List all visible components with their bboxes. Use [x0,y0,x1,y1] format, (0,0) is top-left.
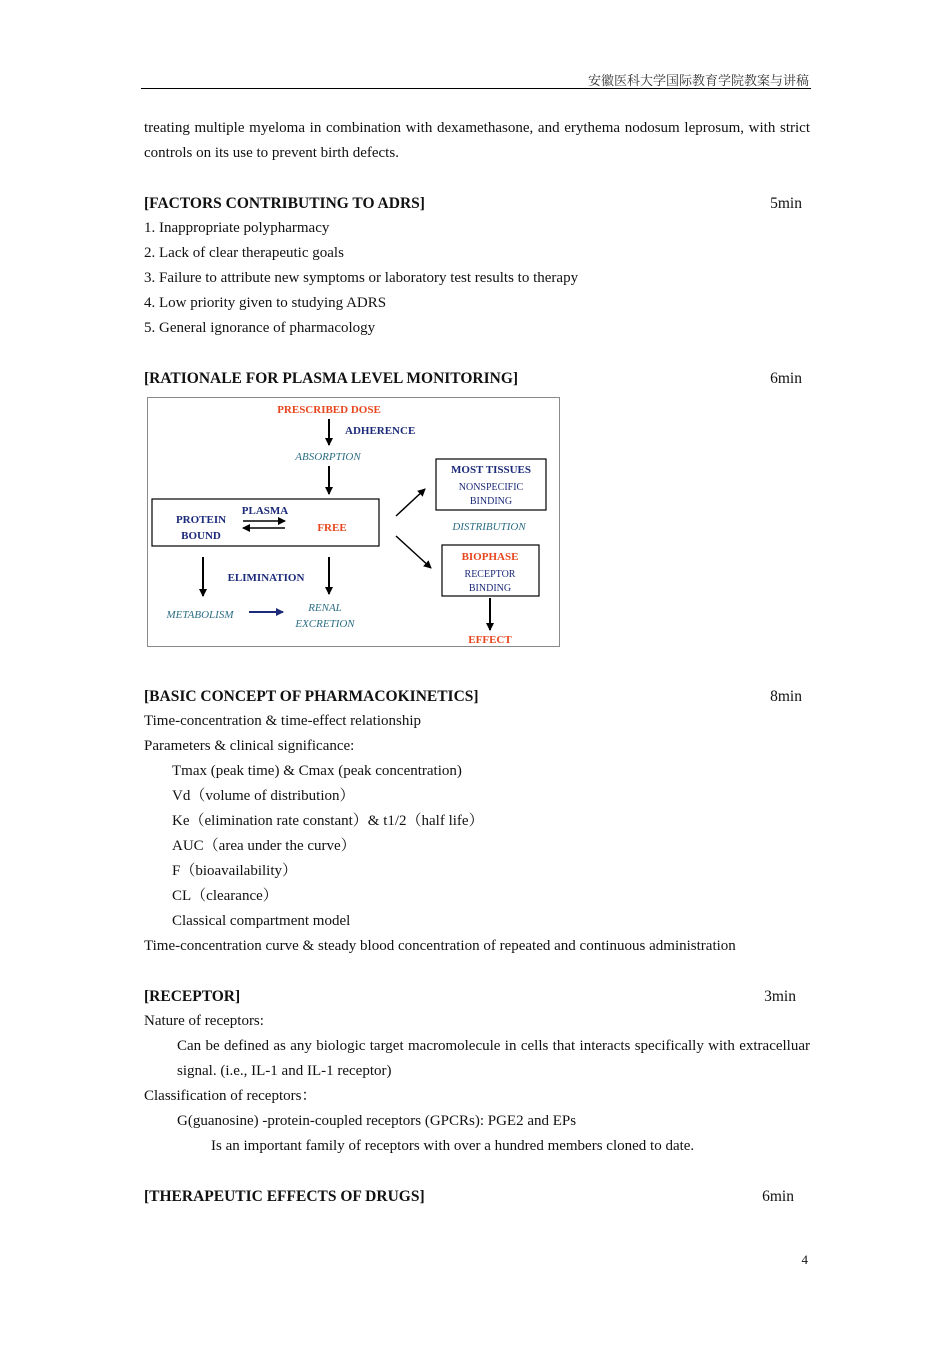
absorption-label: ABSORPTION [295,451,361,463]
section-time: 6min [770,370,802,387]
pk-param: Classical compartment model [172,913,351,929]
pk-param: F（bioavailability） [172,863,297,879]
effect-label: EFFECT [468,634,512,646]
section-time: 5min [770,195,802,212]
header-rule [141,88,811,89]
receptor-gpcr: G(guanosine) -protein-coupled receptors (GPCRs): PGE2 and EPs [177,1113,577,1129]
pk-param: AUC（area under the curve） [172,838,356,854]
pk-param: Tmax (peak time) & Cmax (peak concentration) [172,763,462,779]
pk-line: Time-concentration & time-effect relationship [144,713,422,729]
pk-param: Vd（volume of distribution） [172,788,355,804]
list-item: 1. Inappropriate polypharmacy [144,220,330,236]
section-rationale-heading [144,366,810,391]
elimination-label: ELIMINATION [227,572,305,584]
pk-param: CL（clearance） [172,888,278,904]
plasma-monitoring-diagram [147,397,560,647]
section-time: 8min [770,688,802,705]
section-receptor-heading [144,984,810,1009]
protein-label: PROTEIN [175,514,227,526]
binding-label: BINDING [469,496,513,507]
section-title: [FACTORS CONTRIBUTING TO ADRS] [144,195,425,212]
adherence-label: ADHERENCE [345,425,416,437]
receptor-binding-label: BINDING [468,583,512,594]
receptor-nature-label: Nature of receptors: [144,1013,264,1029]
metabolism-label: METABOLISM [166,609,234,621]
free-label: FREE [317,522,347,534]
section-therapeutic-heading [144,1184,810,1209]
arrow-to-tissues [396,489,425,516]
section-title: [BASIC CONCEPT OF PHARMACOKINETICS] [144,688,479,705]
plasma-label: PLASMA [241,505,289,517]
prescribed-dose-label: PRESCRIBED DOSE [277,404,381,416]
diagram-svg [148,398,559,646]
receptor-nature-text: Can be defined as any biologic target macromolecule in cells that interacts specifically with extracelluar signal. (i.e., IL-1 and IL-1 receptor) [177,1038,810,1079]
section-title: [THERAPEUTIC EFFECTS OF DRUGS] [144,1188,425,1205]
renal-label: RENAL [308,602,342,614]
page-content [144,116,810,1209]
section-time: 6min [762,1188,794,1205]
section-time: 3min [764,988,796,1005]
nonspecific-label: NONSPECIFIC [458,482,524,493]
page-header: 安徽医科大学国际教育学院教案与讲稿 [587,73,809,88]
section-pk-heading [144,684,810,709]
receptor-gpcr-desc: Is an important family of receptors with over a hundred members cloned to date. [211,1138,695,1154]
arrow-to-biophase [396,536,431,568]
excretion-label: EXCRETION [295,618,355,630]
section-title: [RECEPTOR] [144,988,241,1005]
list-item: 2. Lack of clear therapeutic goals [144,245,344,261]
most-tissues-label: MOST TISSUES [451,464,531,476]
section-title: [RATIONALE FOR PLASMA LEVEL MONITORING] [144,370,519,387]
pk-line: Parameters & clinical significance: [144,738,355,754]
receptor-label: RECEPTOR [464,569,516,580]
list-item: 5. General ignorance of pharmacology [144,320,376,336]
pk-param: Ke（elimination rate constant）& t1/2（half life） [172,813,484,829]
distribution-label: DISTRIBUTION [452,521,526,533]
list-item: 3. Failure to attribute new symptoms or laboratory test results to therapy [144,270,579,286]
bound-label: BOUND [181,530,221,542]
intro-paragraph: treating multiple myeloma in combination with dexamethasone, and erythema nodosum leprosum, with strict controls on its use to prevent birth defects. [144,120,810,161]
list-item: 4. Low priority given to studying ADRS [144,295,387,311]
receptor-class-label: Classification of receptors： [144,1088,317,1104]
section-factors-heading [144,191,810,216]
pk-line: Time-concentration curve & steady blood concentration of repeated and continuous administration [144,938,736,954]
biophase-label: BIOPHASE [461,551,519,563]
page-number: 4 [801,1252,808,1267]
